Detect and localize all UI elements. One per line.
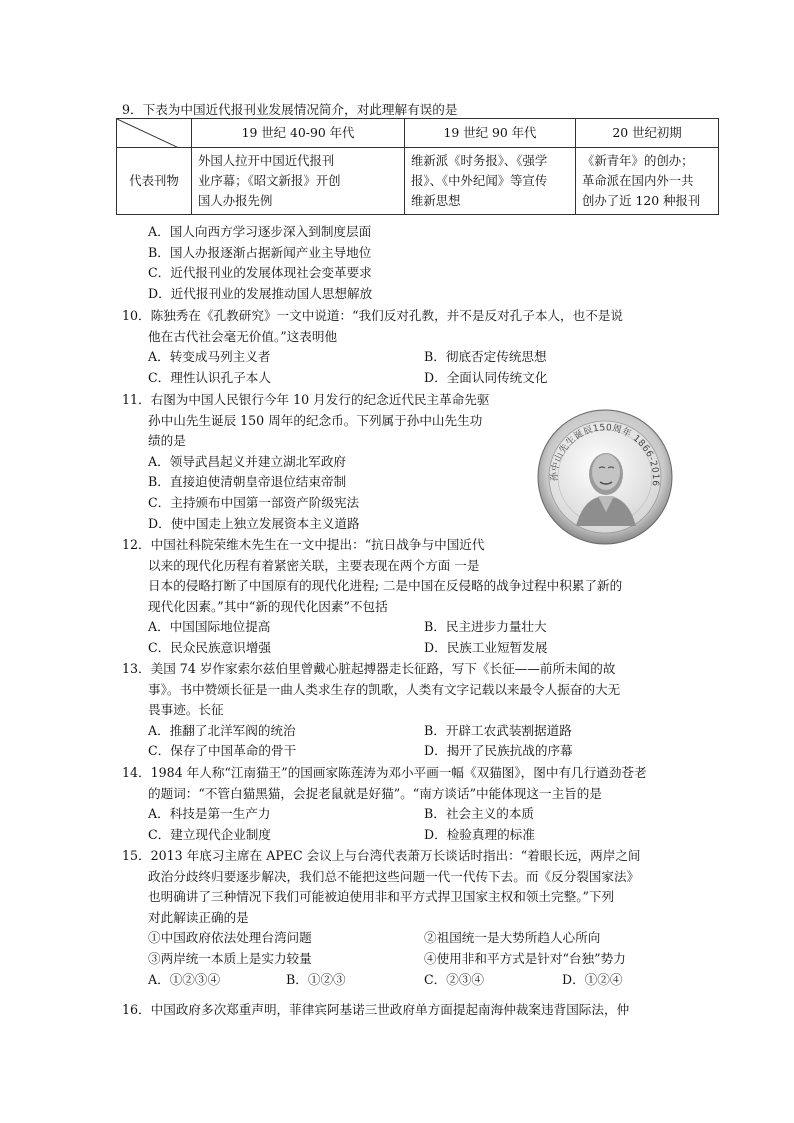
- table-header: 20 世纪初期: [576, 119, 719, 148]
- table-cell: [405, 148, 576, 215]
- question-stem-line: 他在古代社会毫无价值。”这表明他: [148, 328, 338, 344]
- option: A．国人向西方学习逐步深入到制度层面: [148, 224, 372, 239]
- option-row: [122, 970, 682, 991]
- option-row: [122, 368, 682, 389]
- cell-line: 维新派《时务报》、《强学: [411, 153, 548, 168]
- question-stem-line: 以来的现代化历程有着紧密关联，主要表现在两个方面 一是: [148, 557, 480, 573]
- statement: ④使用非和平方式是针对“台独”势力: [424, 950, 626, 966]
- commemorative-coin-image: [536, 408, 674, 546]
- question-stem-line: 畏事迹。长征: [148, 702, 224, 718]
- question-stem-line: 对此解读正确的是: [148, 909, 249, 925]
- option: D．近代报刊业的发展推动国人思想解放: [148, 285, 373, 301]
- question-16: [122, 1000, 682, 1021]
- question-9-stem: 9．下表为中国近代报刊业发展情况简介，对此理解有误的是: [122, 102, 458, 117]
- diagonal-line-icon: [117, 119, 179, 148]
- question-9-options: [122, 222, 682, 304]
- statement-row: [122, 949, 682, 970]
- question-12: [122, 535, 682, 659]
- question-stem-line: 也明确讲了三种情况下我们可能被迫使用非和平方式捍卫国家主权和领土完整。”下列: [148, 889, 615, 905]
- option-row: [122, 741, 682, 762]
- q9-table: [116, 118, 719, 215]
- option: C．主持颁布中国第一部资产阶级宪法: [148, 494, 360, 510]
- question-15: [122, 846, 682, 990]
- option: C．②③④: [424, 971, 485, 987]
- question-stem-line: 日本的侵略打断了中国原有的现代化进程; 二是中国在反侵略的战争过程中积累了新的: [148, 578, 623, 594]
- question-stem-line: 事》。书中赞颂长征是一曲人类求生存的凯歌，人类有文字记载以来最令人振奋的大无: [148, 681, 621, 697]
- option: A．中国国际地位提高: [148, 619, 271, 635]
- coin-inscription: 孙中山先生诞辰150周年 1866-2016: [549, 423, 661, 487]
- question-13: [122, 659, 682, 762]
- statement-row: [122, 928, 682, 949]
- question-stem-line: 10．陈独秀在《孔教研究》一文中说道：“我们反对孔教，并不是反对孔子本人，也不是说: [122, 308, 624, 323]
- cell-line: 外国人拉开中国近代报刊: [198, 153, 335, 168]
- cell-line: 创办了近 120 种报刊: [582, 193, 701, 208]
- cell-line: 业序幕；《昭文新报》开创: [198, 173, 341, 188]
- option: A．推翻了北洋军阀的统治: [148, 722, 296, 738]
- question-stem-line: 现代化因素。”其中“新的现代化因素”不包括: [148, 598, 388, 614]
- statement: ②祖国统一是大势所趋人心所向: [424, 930, 601, 946]
- option: A．①②③④: [148, 971, 221, 987]
- table-header: 19 世纪 90 年代: [405, 119, 576, 148]
- question-stem-line: 14．1984 年人称“江南猫王”的国画家陈莲涛为邓小平画一幅《双猫图》，图中有几行遒劲苍老: [122, 765, 647, 780]
- option-row: [122, 721, 682, 742]
- option-row: [122, 804, 682, 825]
- option: D．使中国走上独立发展资本主义道路: [148, 515, 360, 531]
- option: D．全面认同传统文化: [424, 369, 548, 385]
- option: B．民主进步力量壮大: [424, 619, 547, 635]
- cell-line: 国人办报先例: [198, 193, 273, 208]
- option: D．①②④: [562, 971, 623, 987]
- option: C．理性认识孔子本人: [148, 369, 271, 385]
- question-stem-line: 的题词：“不管白猫黑猫，会捉老鼠就是好猫”。“南方谈话”中能体现这一主旨的是: [148, 785, 602, 801]
- cell-line: 报》、《中外纪闻》等宣传: [411, 173, 548, 188]
- diagonal-header-cell: [117, 119, 192, 148]
- question-stem-line: 13．美国 74 岁作家索尔兹伯里曾戴心脏起搏器走长征路，写下《长征——前所未闻的故: [122, 661, 616, 676]
- option: B．①②③: [286, 971, 346, 987]
- question-14: [122, 763, 682, 845]
- cell-line: 《新青年》的创办；: [582, 153, 694, 168]
- cell-line: 革命派在国内外一共: [582, 173, 694, 188]
- table-cell: [576, 148, 719, 215]
- cell-line: 维新思想: [411, 193, 461, 208]
- option: A．转变成马列主义者: [148, 349, 271, 365]
- question-stem-line: 孙中山先生诞辰 150 周年的纪念币。下列属于孙中山先生功: [148, 412, 483, 428]
- table-row-label: 代表刊物: [117, 148, 192, 215]
- option: A．领导武昌起义并建立湖北军政府: [148, 453, 347, 469]
- question-stem-line: 12．中国社科院荣维木先生在一文中提出：“抗日战争与中国近代: [122, 537, 485, 552]
- option-row: [122, 638, 682, 659]
- option: C．近代报刊业的发展体现社会变革要求: [148, 265, 372, 281]
- option: B．直接迫使清朝皇帝退位结束帝制: [148, 474, 347, 490]
- option-row: [122, 617, 682, 638]
- question-stem-line: 绩的是: [148, 433, 186, 449]
- statement: ③两岸统一本质上是实力较量: [148, 950, 312, 966]
- option: C．建立现代企业制度: [148, 826, 271, 842]
- statement: ①中国政府依法处理台湾问题: [148, 930, 312, 946]
- question-stem-line: 15．2013 年底习主席在 APEC 会议上与台湾代表萧万长谈话时指出：“着眼长远，两岸之间: [122, 848, 641, 863]
- question-stem-line: 11．右图为中国人民银行今年 10 月发行的纪念近代民主革命先驱: [122, 392, 490, 407]
- option: B．彻底否定传统思想: [424, 349, 547, 365]
- table-header: 19 世纪 40-90 年代: [192, 119, 405, 148]
- option: A．科技是第一生产力: [148, 806, 271, 822]
- question-stem-line: 政治分歧终归要逐步解决，我们总不能把这些问题一代一代传下去。而《反分裂国家法》: [148, 868, 640, 884]
- option: C．民众民族意识增强: [148, 639, 271, 655]
- option: D．检验真理的标准: [424, 826, 535, 842]
- question-stem-line: 16．中国政府多次郑重声明，菲律宾阿基诺三世政府单方面提起南海仲裁案违背国际法，仲: [122, 1002, 630, 1017]
- option-row: [122, 347, 682, 368]
- option-row: [122, 825, 682, 846]
- option: D．民族工业短暂发展: [424, 639, 548, 655]
- table-cell: [192, 148, 405, 215]
- option: B．社会主义的本质: [424, 806, 535, 822]
- option: D．揭开了民族抗战的序幕: [424, 743, 573, 759]
- option: B．开辟工农武装割据道路: [424, 722, 572, 738]
- option: C．保存了中国革命的骨干: [148, 743, 297, 759]
- option: B．国人办报逐渐占据新闻产业主导地位: [148, 244, 372, 260]
- question-10: [122, 306, 682, 388]
